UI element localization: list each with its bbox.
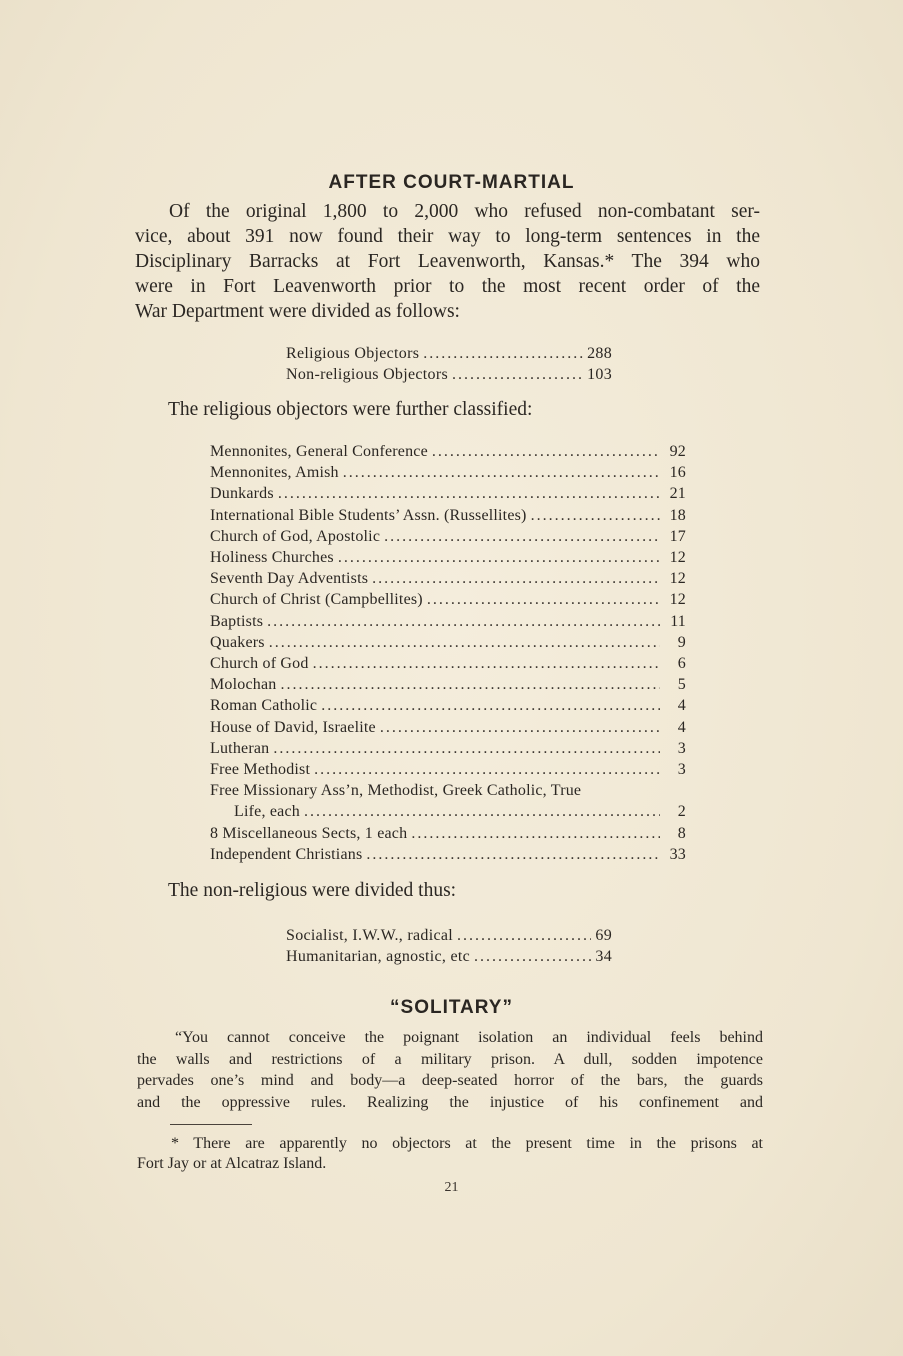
row-label: Free Methodist xyxy=(210,761,311,779)
leader-dots xyxy=(280,674,660,695)
row-value: 12 xyxy=(669,591,686,609)
page-number: 21 xyxy=(444,1180,459,1195)
row-value: 6 xyxy=(677,655,686,673)
table-row xyxy=(210,674,686,695)
table-row xyxy=(210,505,686,526)
leader-dots xyxy=(432,441,660,462)
footnote-line: Fort Jay or at Alcatraz Island. xyxy=(137,1155,327,1172)
row-label: Molochan xyxy=(210,676,277,694)
leader-dots xyxy=(423,343,583,364)
row-label: Seventh Day Adventists xyxy=(210,570,369,588)
table-row xyxy=(210,483,686,504)
row-value: 11 xyxy=(670,612,686,630)
row-label: House of David, Israelite xyxy=(210,718,376,736)
intro-paragraph xyxy=(135,199,760,324)
quote-line: “You cannot conceive the poignant isolation an individual feels behind xyxy=(175,1029,763,1046)
table-row xyxy=(210,653,686,674)
leader-dots xyxy=(372,568,660,589)
row-label: Socialist, I.W.W., radical xyxy=(286,927,454,944)
table-row xyxy=(210,717,686,738)
quote-paragraph xyxy=(137,1027,763,1113)
leader-dots xyxy=(380,717,660,738)
table-row xyxy=(210,844,686,865)
table-row xyxy=(210,568,686,589)
table-row xyxy=(210,632,686,653)
row-label: 8 Miscellaneous Sects, 1 each xyxy=(210,824,408,842)
table-row xyxy=(210,611,686,632)
table-row xyxy=(210,589,686,610)
table-row xyxy=(210,526,686,547)
intro-line: War Department were divided as follows: xyxy=(135,301,460,322)
table-row xyxy=(286,946,612,967)
row-value: 18 xyxy=(669,506,686,524)
row-value: 8 xyxy=(677,824,686,842)
row-label: Lutheran xyxy=(210,739,270,757)
row-label: Life, each xyxy=(234,803,300,821)
intro-line: vice, about 391 now found their way to long-term sentences in the xyxy=(135,226,760,247)
leader-dots xyxy=(343,462,660,483)
row-value: 5 xyxy=(677,676,686,694)
row-value: 4 xyxy=(677,718,686,736)
quote-line: the walls and restrictions of a military prison. A dull, sodden impotence xyxy=(137,1050,763,1068)
row-value: 69 xyxy=(595,927,612,944)
leader-dots xyxy=(531,505,660,526)
table-row xyxy=(210,547,686,568)
row-label: Church of God, Apostolic xyxy=(210,527,381,545)
row-label: Dunkards xyxy=(210,485,274,503)
row-value: 103 xyxy=(587,366,612,383)
intro-line: Disciplinary Barracks at Fort Leavenworth, Kansas.* The 394 who xyxy=(135,251,760,272)
table-row xyxy=(286,343,612,364)
table-row xyxy=(210,462,686,483)
row-value: 3 xyxy=(677,739,686,757)
leader-dots xyxy=(304,801,660,822)
row-value: 12 xyxy=(669,570,686,588)
row-label: Holiness Churches xyxy=(210,549,334,567)
religious-table xyxy=(210,441,686,865)
row-label: Church of God xyxy=(210,655,309,673)
row-value: 17 xyxy=(669,527,686,545)
footnote-rule xyxy=(170,1124,252,1125)
row-label: Roman Catholic xyxy=(210,697,318,715)
row-value: 288 xyxy=(587,345,612,362)
table-row xyxy=(210,801,686,822)
intro-line: Of the original 1,800 to 2,000 who refused non-combatant ser- xyxy=(169,201,760,222)
row-value: 16 xyxy=(669,464,686,482)
leader-dots xyxy=(273,738,660,759)
row-label: Humanitarian, agnostic, etc xyxy=(286,948,471,965)
table-row xyxy=(210,695,686,716)
row-value: 12 xyxy=(669,549,686,567)
row-value: 21 xyxy=(669,485,686,503)
leader-dots xyxy=(452,364,583,385)
row-label: Mennonites, General Conference xyxy=(210,443,428,460)
row-label: International Bible Students’ Assn. (Russellites) xyxy=(210,506,527,524)
row-value: 9 xyxy=(677,633,686,651)
row-label: Independent Christians xyxy=(210,845,363,863)
table-row-first-line xyxy=(210,780,686,801)
table-row xyxy=(210,738,686,759)
leader-dots xyxy=(314,759,660,780)
row-value: 4 xyxy=(677,697,686,715)
row-value: 3 xyxy=(677,761,686,779)
leader-dots xyxy=(313,653,660,674)
row-value: 34 xyxy=(595,948,612,965)
leader-dots xyxy=(411,823,660,844)
leader-dots xyxy=(457,925,591,946)
footnote-line: * There are apparently no objectors at the present time in the prisons at xyxy=(171,1135,763,1152)
row-label: Quakers xyxy=(210,633,265,651)
leader-dots xyxy=(321,695,660,716)
footnote xyxy=(137,1134,763,1174)
quote-line: pervades one’s mind and body—a deep-seated horror of the bars, the guards xyxy=(137,1072,763,1089)
religious-intro: The religious objectors were further classified: xyxy=(168,399,533,420)
intro-line: were in Fort Leavenworth prior to the most recent order of the xyxy=(135,276,760,297)
table-row xyxy=(210,759,686,780)
objectors-table xyxy=(286,343,612,385)
section-heading-after-court-martial: AFTER COURT-MARTIAL xyxy=(328,172,575,193)
table-row xyxy=(210,823,686,844)
leader-dots xyxy=(474,946,591,967)
row-label: Baptists xyxy=(210,612,264,630)
row-value: 92 xyxy=(669,443,686,460)
leader-dots xyxy=(267,611,660,632)
row-value: 33 xyxy=(669,845,686,863)
table-row xyxy=(286,925,612,946)
table-row xyxy=(210,441,686,462)
leader-dots xyxy=(338,547,660,568)
row-label: Non-religious Objectors xyxy=(286,366,448,383)
row-label: Church of Christ (Campbellites) xyxy=(210,591,423,609)
nonreligious-intro: The non-religious were divided thus: xyxy=(168,880,457,901)
nonreligious-table xyxy=(286,925,612,967)
leader-dots xyxy=(366,844,660,865)
leader-dots xyxy=(278,483,660,504)
leader-dots xyxy=(384,526,660,547)
table-row xyxy=(286,364,612,385)
row-label: Mennonites, Amish xyxy=(210,464,339,482)
section-heading-solitary: “SOLITARY” xyxy=(390,997,513,1018)
row-value: 2 xyxy=(677,803,686,821)
row-label: Religious Objectors xyxy=(286,345,420,362)
leader-dots xyxy=(427,589,660,610)
quote-line: and the oppressive rules. Realizing the injustice of his confinement and xyxy=(137,1093,763,1111)
row-label: Free Missionary Ass’n, Methodist, Greek Catholic, True xyxy=(210,782,582,800)
leader-dots xyxy=(269,632,660,653)
